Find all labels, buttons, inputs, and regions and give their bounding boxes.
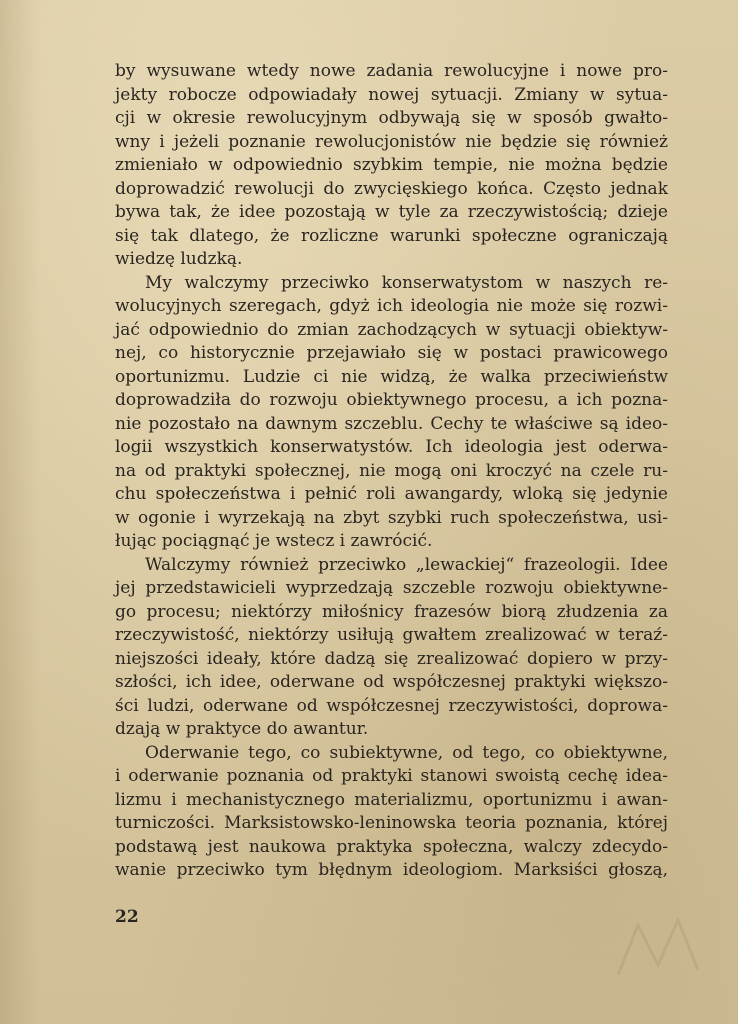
text-line: cji w okresie rewolucyjnym odbywają się w sposób gwałto- xyxy=(115,108,668,128)
text-line: zmieniało w odpowiednio szybkim tempie, nie można będzie xyxy=(115,155,668,175)
text-line: doprowadzić rewolucji do zwycięskiego końca. Często jednak xyxy=(115,178,668,199)
text-line: na od praktyki społecznej, nie mogą oni kroczyć na czele ru- xyxy=(115,460,668,481)
text-line: jej przedstawicieli wyprzedzają szczeble rozwoju obiektywne- xyxy=(115,578,668,598)
text-line: wny i jeżeli poznanie rewolucjonistów nie będzie się również xyxy=(115,131,668,152)
text-line: rzeczywistość, niektórzy usiłują gwałtem zrealizować w teraź- xyxy=(115,625,668,645)
text-line: nie pozostało na dawnym szczeblu. Cechy te właściwe są ideo- xyxy=(115,413,668,434)
text-line: i oderwanie poznania od praktyki stanowi swoistą cechę idea- xyxy=(115,766,668,786)
text-line: My walczymy przeciwko konserwatystom w naszych re- xyxy=(145,272,668,293)
text-line: szłości, ich idee, oderwane od współczesnej praktyki większo- xyxy=(115,672,668,692)
text-line: jać odpowiednio do zmian zachodzących w sytuacji obiektyw- xyxy=(115,319,668,340)
text-line: bywa tak, że idee pozostają w tyle za rzeczywistością; dzieje xyxy=(115,202,668,222)
text-line: wolucyjnych szeregach, gdyż ich ideologia nie może się rozwi- xyxy=(115,296,668,316)
text-line: niejszości ideały, które dadzą się zrealizować dopiero w przy- xyxy=(115,648,668,669)
text-line: oportunizmu. Ludzie ci nie widzą, że walka przeciwieństw xyxy=(115,366,668,387)
text-line: lizmu i mechanistycznego materializmu, oportunizmu i awan- xyxy=(115,789,668,810)
text-line: go procesu; niektórzy miłośnicy frazesów biorą złudzenia za xyxy=(115,601,668,622)
text-line: doprowadziła do rozwoju obiektywnego procesu, a ich pozna- xyxy=(115,390,668,410)
body-text xyxy=(115,60,668,883)
text-line: nej, co historycznie przejawiało się w postaci prawicowego xyxy=(115,343,668,363)
text-line: Walczymy również przeciwko „lewackiej“ frazeologii. Idee xyxy=(145,554,668,575)
text-line: podstawą jest naukowa praktyka społeczna, walczy zdecydo- xyxy=(115,836,668,857)
text-line: w ogonie i wyrzekają na zbyt szybki ruch społeczeństwa, usi- xyxy=(115,507,668,528)
text-line: turniczości. Marksistowsko-leninowska teoria poznania, której xyxy=(115,813,668,833)
text-line: ści ludzi, oderwane od współczesnej rzeczywistości, doprowa- xyxy=(115,695,668,716)
text-line: chu społeczeństwa i pełnić roli awangardy, wloką się jedynie xyxy=(115,484,668,504)
text-line: łując pociągnąć je wstecz i zawrócić. xyxy=(115,531,433,551)
text-line: wanie przeciwko tym błędnym ideologiom. Marksiści głoszą, xyxy=(115,860,668,880)
text-line: się tak dlatego, że rozliczne warunki społeczne ograniczają xyxy=(115,225,668,246)
text-line: Oderwanie tego, co subiektywne, od tego, co obiektywne, xyxy=(145,742,668,763)
page-number: 22 xyxy=(115,907,139,927)
text-line: dzają w praktyce do awantur. xyxy=(115,719,369,739)
text-line: jekty robocze odpowiadały nowej sytuacji. Zmiany w sytua- xyxy=(115,84,668,105)
text-line: logii wszystkich konserwatystów. Ich ideologia jest oderwa- xyxy=(115,437,668,457)
faded-stamp-mark xyxy=(608,905,708,985)
text-line: by wysuwane wtedy nowe zadania rewolucyjne i nowe pro- xyxy=(115,61,668,81)
text-line: wiedzę ludzką. xyxy=(115,249,243,269)
